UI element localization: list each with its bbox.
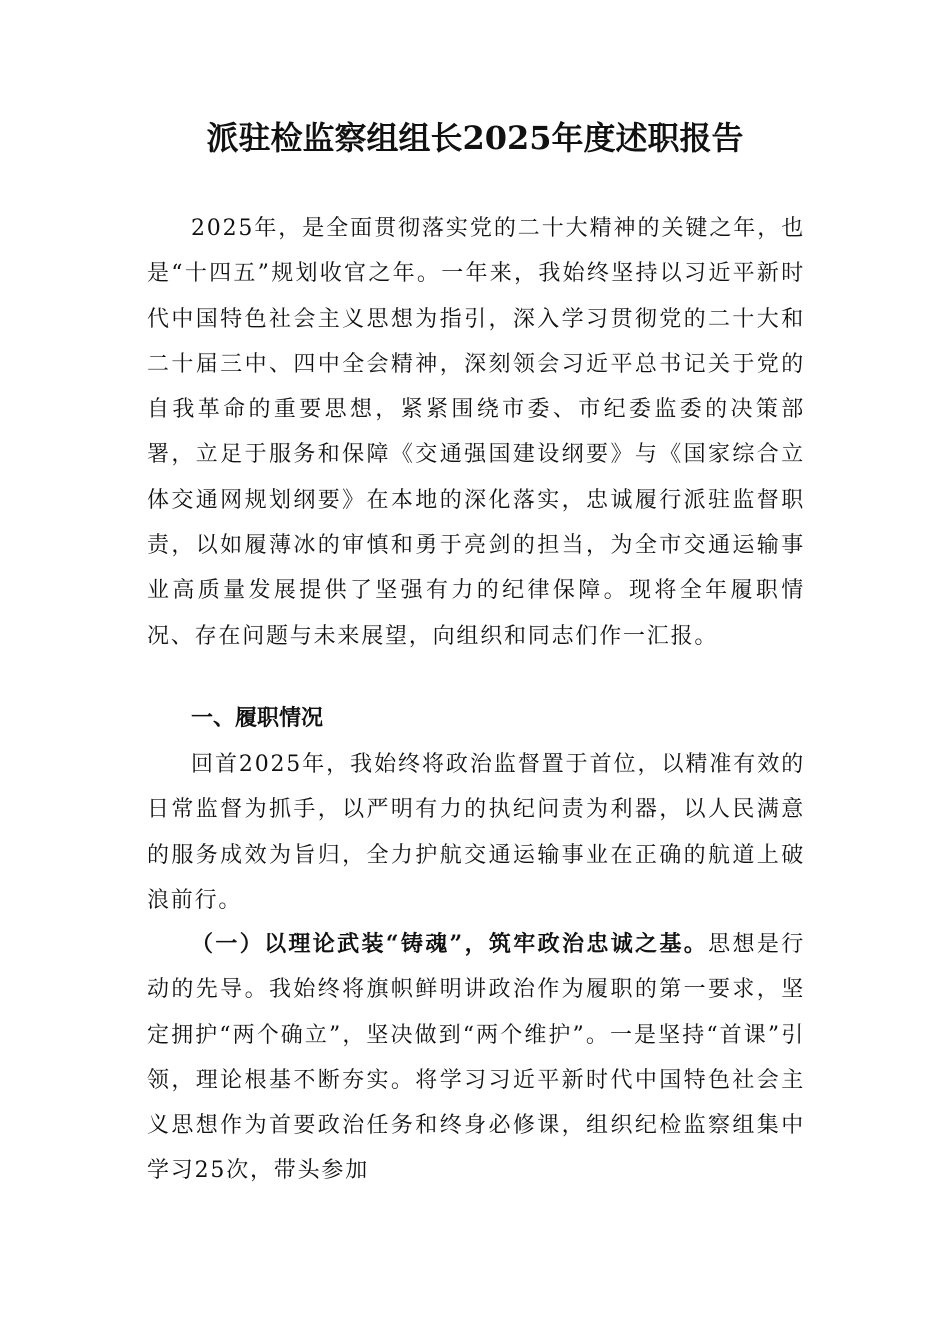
subsection-paragraph (147, 922, 805, 1194)
intro-paragraph: 2025年，是全面贯彻落实党的二十大精神的关键之年，也是“十四五”规划收官之年。一年来，我始终坚持以习近平新时代中国特色社会主义思想为指引，深入学习贯彻党的二十大和二十届三中、四中全会精神，深刻领会习近平总书记关于党的自我革命的重要思想，紧紧围绕市委、市纪委监委的决策部署，立足于服务和保障《交通强国建设纲要》与《国家综合立体交通网规划纲要》在本地的深化落实，忠诚履行派驻监督职责，以如履薄冰的审慎和勇于亮剑的担当，为全市交通运输事业高质量发展提供了坚强有力的纪律保障。现将全年履职情况、存在问题与未来展望，向组织和同志们作一汇报。 (147, 216, 805, 649)
section-heading: 一、履职情况 (191, 706, 324, 731)
subsection-heading: （一）以理论武装“铸魂”，筑牢政治忠诚之基。 (191, 931, 709, 957)
subsection-body: 思想是行动的先导。我始终将旗帜鲜明讲政治作为履职的第一要求，坚定拥护“两个确立”，坚决做到“两个维护”。一是坚持“首课”引领，理论根基不断夯实。将学习习近平新时代中国特色社会主义思想作为首要政治任务和终身必修课，组织纪检监察组集中学习25次，带头参加 (147, 932, 805, 1184)
section-paragraph: 回首2025年，我始终将政治监督置于首位，以精准有效的日常监督为抓手，以严明有力的执纪问责为利器，以人民满意的服务成效为旨归，全力护航交通运输事业在正确的航道上破浪前行。 (147, 752, 805, 913)
document-title: 派驻检监察组组长2025年度述职报告 (206, 119, 744, 157)
